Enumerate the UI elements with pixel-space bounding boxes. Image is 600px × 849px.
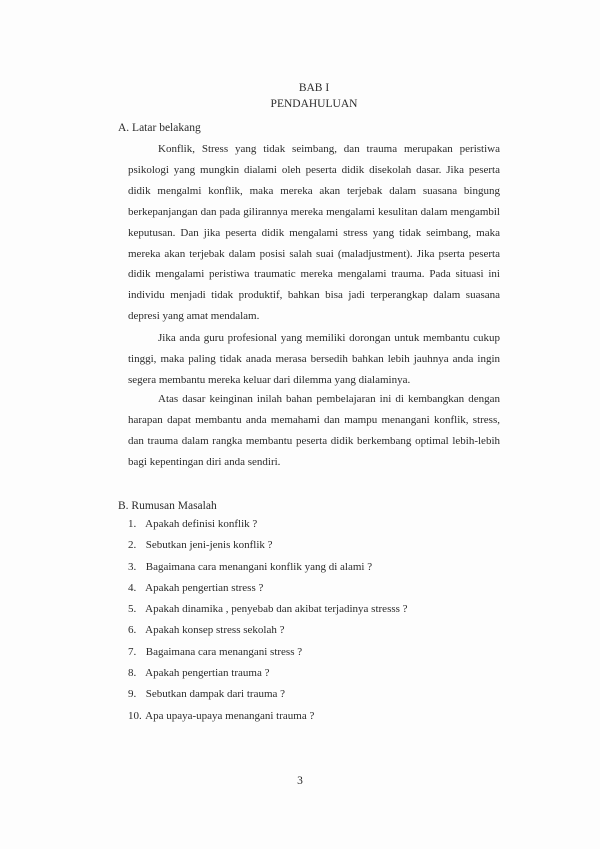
paragraph-3 — [128, 389, 500, 473]
list-item-number: 5. — [128, 603, 137, 616]
list-item-text: Apakah konsep stress sekolah ? — [145, 624, 285, 637]
list-item-text: Apakah dinamika , penyebab dan akibat terjadinya stresss ? — [145, 603, 408, 616]
list-item-number: 4. — [128, 581, 137, 594]
list-item-number: 6. — [128, 624, 137, 637]
paragraph-1 — [128, 139, 500, 327]
list-item-number: 10. — [128, 709, 142, 722]
section-b-heading: B. Rumusan Masalah — [118, 500, 217, 512]
chapter-title: PENDAHULUAN — [270, 98, 358, 110]
chapter-heading — [0, 80, 600, 112]
list-item — [128, 514, 408, 535]
list-item-text: Sebutkan jeni-jenis konflik ? — [145, 539, 273, 552]
list-item-number: 2. — [128, 539, 137, 552]
list-item-text: Apa upaya-upaya menangani trauma ? — [145, 709, 315, 722]
list-item-number: 9. — [128, 688, 137, 701]
page-number: 3 — [297, 775, 303, 787]
paragraph-2 — [128, 328, 500, 391]
paragraph-3-text: Atas dasar keinginan inilah bahan pembelajaran ini di kembangkan dengan harapan dapat membantu anda memahami dan mampu menangani konflik, stress, dan trauma dalam rangka membantu peserta didik berkembang optimal lebih-lebih bagi kepentingan diri anda sendiri. — [128, 393, 500, 468]
problem-list — [128, 514, 408, 727]
list-item-text: Sebutkan dampak dari trauma ? — [145, 688, 286, 701]
list-item — [128, 642, 408, 663]
list-item-text: Apakah pengertian stress ? — [145, 581, 264, 594]
list-item-text: Apakah definisi konflik ? — [145, 518, 258, 530]
list-item — [128, 663, 408, 684]
list-item — [128, 684, 408, 705]
list-item-number: 3. — [128, 560, 137, 573]
list-item — [128, 557, 408, 578]
list-item-number: 1. — [128, 518, 137, 530]
list-item — [128, 535, 408, 556]
paragraph-1-text: Konflik, Stress yang tidak seimbang, dan trauma merupakan peristiwa psikologi yang mungkin dialami oleh peserta didik disekolah dasar. Jika peserta didik mengalmi konflik, maka mereka akan terjebak dalam suasana bingung berkepanjangan dan pada gilirannya mereka mengalami kesulitan dalam mengambil keputusan. Dan jika peserta didik mengalami stress yang tidak seimbang, maka mereka akan terjebak dalam posisi salah suai (maladjustment). Jika pserta peserta didik mengalami peristiwa traumatic mereka mengalami trauma. Pada situasi ini individu menjadi tidak produktif, bahkan bisa jadi terperangkap dalam suasana depresi yang amat mendalam. — [128, 143, 500, 323]
list-item-number: 8. — [128, 667, 137, 680]
list-item-text: Bagaimana cara menangani konflik yang di alami ? — [145, 560, 373, 573]
list-item — [128, 599, 408, 620]
list-item-number: 7. — [128, 645, 137, 658]
list-item — [128, 706, 408, 727]
list-item — [128, 620, 408, 641]
list-item-text: Apakah pengertian trauma ? — [145, 667, 270, 680]
list-item-text: Bagaimana cara menangani stress ? — [145, 645, 303, 658]
list-item — [128, 578, 408, 599]
chapter-number: BAB I — [298, 82, 330, 94]
paragraph-2-text: Jika anda guru profesional yang memiliki dorongan untuk membantu cukup tinggi, maka paling tidak anada merasa bersedih bahkan lebih jauhnya anda ingin segera membantu mereka keluar dari dilemma yang dialaminya. — [128, 332, 500, 386]
section-a-heading: A. Latar belakang — [118, 122, 201, 134]
